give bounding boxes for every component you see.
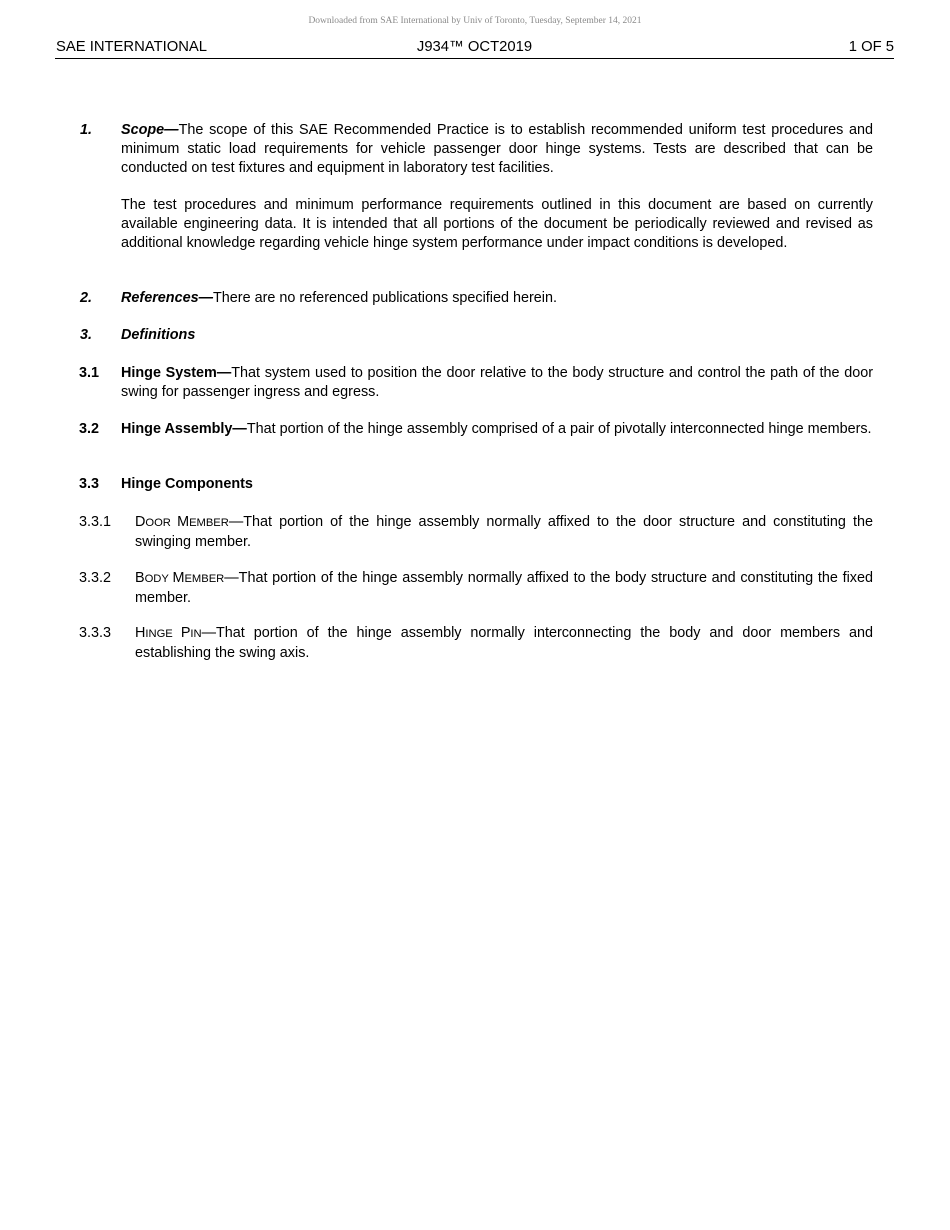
- section-number-hinge-pin: 3.3.3: [79, 625, 112, 641]
- section-title-hinge-assembly: Hinge Assembly—: [121, 421, 247, 437]
- section-door-member-text: —That portion of the hinge assembly normally affixed to the door structure and constituting the swinging member.: [135, 514, 873, 550]
- section-title-definitions: Definitions: [121, 327, 196, 343]
- section-number-definitions: 3.: [80, 327, 93, 343]
- section-hinge-system-text: That system used to position the door relative to the body structure and control the path of the door swing for passenger ingress and egress.: [121, 365, 874, 400]
- section-hinge-pin-text: —That portion of the hinge assembly normally interconnecting the body and door members and establishing the swing axis.: [135, 625, 873, 661]
- section-hinge-assembly-paragraph: [121, 420, 873, 439]
- section-title-body-member: BODY MEMBER: [135, 570, 225, 586]
- page-header: [55, 38, 894, 59]
- section-scope-paragraph-2: The test procedures and minimum performance requirements outlined in this document are based on currently available engineering data. It is intended that all portions of the document be periodically reviewed and revised as additional knowledge regarding vehicle hinge system performance under impact conditions is developed.: [121, 197, 873, 251]
- section-references-text: There are no referenced publications specified herein.: [213, 290, 557, 306]
- header-organization: SAE INTERNATIONAL: [56, 39, 208, 55]
- section-title-hinge-components: Hinge Components: [121, 476, 253, 492]
- section-title-hinge-system: Hinge System—: [121, 365, 232, 381]
- section-number-hinge-system: 3.1: [79, 365, 100, 381]
- section-hinge-pin-paragraph: [135, 624, 873, 663]
- section-scope-paragraph: [121, 121, 873, 177]
- header-page-number: 1 OF 5: [848, 39, 894, 55]
- section-body-member-text: —That portion of the hinge assembly normally affixed to the body structure and constituting the fixed member.: [135, 570, 873, 606]
- section-number-hinge-components: 3.3: [79, 476, 100, 492]
- section-hinge-assembly-text: That portion of the hinge assembly comprised of a pair of pivotally interconnected hinge members.: [246, 421, 872, 437]
- section-number-door-member: 3.3.1: [79, 514, 112, 530]
- section-door-member-paragraph: [135, 513, 873, 552]
- section-number-body-member: 3.3.2: [79, 570, 112, 586]
- section-body-member-paragraph: [135, 569, 873, 608]
- header-document-id: J934™ OCT2019: [416, 39, 533, 55]
- section-hinge-system-paragraph: [121, 364, 873, 402]
- download-watermark: Downloaded from SAE International by Univ of Toronto, Tuesday, September 14, 2021: [308, 16, 642, 26]
- section-number-scope: 1.: [80, 122, 93, 138]
- section-number-references: 2.: [80, 290, 93, 306]
- section-title-hinge-pin: HINGE PIN: [135, 625, 202, 641]
- section-references-paragraph: [121, 289, 873, 308]
- section-title-scope: Scope—: [121, 122, 179, 138]
- section-number-hinge-assembly: 3.2: [79, 421, 100, 437]
- section-scope-text: The scope of this SAE Recommended Practice is to establish recommended uniform test procedures and minimum static load requirements for vehicle passenger door hinge systems. Tests are described that can be conducted on test fixtures and equipment in laboratory test facilities.: [121, 122, 873, 176]
- section-title-references: References—: [121, 290, 213, 306]
- section-title-door-member: DOOR MEMBER: [135, 514, 229, 530]
